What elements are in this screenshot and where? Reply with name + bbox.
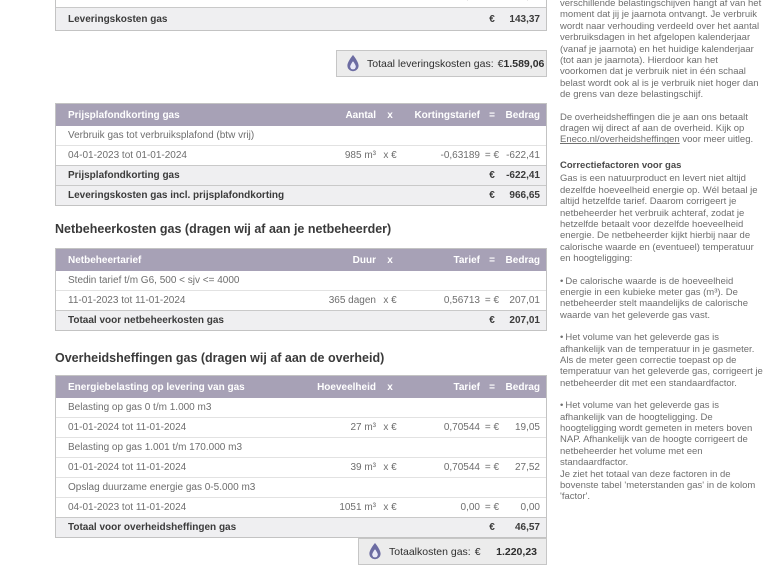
row-amount: -622,41: [506, 150, 540, 161]
table-header: [56, 249, 546, 271]
header-equals: =: [489, 109, 495, 121]
netbeheerkosten-gas-table: [55, 248, 547, 331]
gas-flame-icon: [346, 55, 360, 72]
total-amount: 46,57: [514, 522, 540, 533]
row-tariff: 0,56713: [443, 295, 480, 306]
euro-sign: €: [489, 170, 495, 181]
row-amount: [504, 0, 540, 2]
row-tariff: 0,70544: [443, 422, 480, 433]
euro-sign: €: [489, 315, 495, 326]
table-row: [56, 290, 546, 310]
header-title: Prijsplafondkorting gas: [68, 109, 180, 121]
row-quantity: 27 m³: [350, 422, 376, 433]
total-box-label: Totaalkosten gas:: [389, 545, 471, 558]
row-amount: 207,01: [509, 295, 540, 306]
row-equals-euro: = €: [484, 462, 500, 473]
row-multiply-euro: x €: [383, 462, 397, 473]
header-equals: =: [489, 381, 495, 393]
table-header: [56, 104, 546, 126]
row-multiply-euro: x €: [383, 150, 397, 161]
row-tariff: 0,70544: [443, 462, 480, 473]
table-total-row: [56, 310, 546, 330]
total-amount: 966,65: [509, 190, 540, 201]
row-period: 04-01-2023 tot 01-01-2024: [68, 150, 187, 161]
total-amount: 207,01: [509, 315, 540, 326]
row-amount: 19,05: [514, 422, 540, 433]
table-row: [56, 0, 546, 7]
euro-sign: €: [489, 190, 495, 201]
total-amount: 143,37: [509, 13, 540, 25]
header-x: x: [387, 109, 393, 121]
header-tarief: Tarief: [453, 254, 480, 266]
row-period: [68, 0, 286, 2]
table-total-row: [56, 165, 546, 185]
row-quantity: 1051 m³: [339, 502, 376, 513]
prijsplafondkorting-gas-table: [55, 103, 547, 206]
header-tarief: Tarief: [453, 381, 480, 393]
note-text: De calorische waarde is de hoeveelheid energie in een kubieke meter gas (m³). De netbeheerder stelt maandelijks de calorische waarde van het geleverde gas vast.: [560, 275, 748, 321]
row-equals-euro: = €: [484, 150, 500, 161]
table-row: [56, 437, 546, 457]
table-row: [56, 497, 546, 517]
header-bedrag: Bedrag: [505, 109, 540, 121]
row-period: 11-01-2023 tot 11-01-2024: [68, 295, 186, 306]
row-tariff: -0,63189: [440, 150, 480, 161]
table-total-row: [56, 7, 546, 30]
bullet-icon: •: [560, 275, 564, 287]
row-quantity: 985 m³: [344, 150, 376, 161]
table-row: [56, 126, 546, 145]
row-equals-euro: = €: [484, 422, 500, 433]
header-title: Netbeheertarief: [68, 254, 142, 266]
row-amount: 27,52: [514, 462, 540, 473]
euro-sign: €: [497, 57, 504, 70]
note-paragraph-overheidsheffingen: [560, 112, 763, 146]
row-quantity: [286, 0, 376, 2]
row-period: 04-01-2023 tot 11-01-2024: [68, 502, 187, 513]
row-desc: Belasting op gas 0 t/m 1.000 m3: [68, 402, 212, 413]
overheidsheffingen-gas-table: [55, 375, 547, 538]
note-text: Je ziet het totaal van deze factoren in de bovenste tabel 'meterstanden gas' in de kolom 'factor'.: [560, 468, 756, 503]
note-bullet-temperatuur: [560, 332, 763, 389]
row-quantity: 365 dagen: [328, 295, 376, 306]
euro-sign: €: [489, 13, 495, 25]
row-desc: Opslag duurzame energie gas 0-5.000 m3: [68, 482, 256, 493]
row-tariff: 0,00: [460, 502, 480, 513]
table-total-row: [56, 185, 546, 205]
table-row: [56, 417, 546, 437]
table-row: [56, 398, 546, 417]
total-kosten-gas-box: [358, 538, 547, 565]
euro-sign: €: [489, 522, 495, 533]
header-bedrag: Bedrag: [505, 254, 540, 266]
total-label: Prijsplafondkorting gas: [68, 170, 180, 181]
header-x: x: [387, 254, 393, 266]
bullet-icon: •: [560, 332, 564, 344]
header-equals: =: [489, 254, 495, 266]
note-paragraph-belastingschijven: verschillende belastingschijven hangt af van het moment dat jij je jaarnota ontvangt. Je verbruik wordt naar verhouding verdeeld over het aantal verbruiksdagen in het afgelopen kalenderjaar (vanaf je jaarnota) en het huidige kalenderjaar (tot aan je jaarnota). Hierdoor kan het voorkomen dat je verbruik niet in één schaal belast wordt ook al is je verbruik niet hoger dan de grens van deze belastingschijf.: [560, 0, 762, 101]
row-quantity: 39 m³: [350, 462, 376, 473]
header-aantal: Aantal: [345, 109, 376, 121]
row-multiply-euro: x €: [383, 295, 397, 306]
overheidsheffingen-link[interactable]: Eneco.nl/overheidsheffingen: [560, 134, 680, 146]
total-box-amount: 1.589,06: [503, 57, 545, 70]
header-kortingstarief: Kortingstarief: [414, 109, 480, 121]
total-label: Totaal voor netbeheerkosten gas: [68, 315, 224, 326]
table-row: [56, 271, 546, 290]
row-desc: Belasting op gas 1.001 t/m 170.000 m3: [68, 442, 243, 453]
row-desc: Stedin tarief t/m G6, 500 < sjv <= 4000: [68, 275, 240, 286]
row-multiply-euro: [376, 0, 404, 2]
row-equals-euro: = €: [484, 502, 500, 513]
note-paragraph-correctiefactoren: Gas is een natuurproduct en levert niet altijd dezelfde hoeveelheid energie op. Wél betaal je altijd hetzelfde tarief. Daarom corrigeert je netbeheerder het verbruik achteraf, zodat je hetzelfde betaalt voor dezelfde hoeveelheid energie. De netbeheerder kijkt hierbij naar de calorische waarde en (eventueel) temperatuur en hoogteligging:: [560, 173, 758, 265]
section-heading-overheidsheffingen: Overheidsheffingen gas (dragen wij af aan de overheid): [55, 351, 385, 365]
row-period: 01-01-2024 tot 11-01-2024: [68, 462, 187, 473]
note-heading-correctiefactoren: Correctiefactoren voor gas: [560, 159, 682, 171]
row-equals-euro: = €: [484, 295, 500, 306]
note-text: Het volume van het geleverde gas is afhankelijk van de hoogteligging. De hoogteligging wordt gemeten in meters boven NAP. Afhankelijk van de hoogte corrigeert de netbeheerder het volume met een standaardfactor.: [560, 400, 753, 469]
row-multiply-euro: x €: [383, 422, 397, 433]
row-desc: Verbruik gas tot verbruiksplafond (btw vrij): [68, 130, 255, 141]
bullet-icon: •: [560, 400, 564, 412]
table-row: [56, 457, 546, 477]
table-row: [56, 477, 546, 497]
total-box-amount: 1.220,23: [496, 545, 537, 558]
table-header: [56, 376, 546, 398]
table-total-row: [56, 517, 546, 537]
header-x: x: [387, 381, 393, 393]
note-text: Het volume van het geleverde gas is afhankelijk van de temperatuur in je gasmeter. Als de meter geen correctie toepast op de temperatuur van het geleverde gas, corrigeert je netbeheerder dit met een standaardfactor.: [560, 332, 763, 389]
total-box-label: Totaal leveringskosten gas:: [367, 57, 494, 70]
note-bullet-calorische-waarde: [560, 276, 763, 322]
row-tariff: [404, 0, 480, 2]
header-bedrag: Bedrag: [505, 381, 540, 393]
section-heading-netbeheerkosten: Netbeheerkosten gas (dragen wij af aan je netbeheerder): [55, 222, 392, 236]
total-label: Leveringskosten gas: [68, 13, 168, 25]
euro-sign: €: [474, 545, 481, 558]
note-bullet-hoogteligging: [560, 400, 763, 503]
note-text: De overheidsheffingen die je aan ons betaalt dragen wij direct af aan de overheid. Kijk op: [560, 111, 748, 135]
header-duur: Duur: [352, 254, 376, 266]
header-hoeveelheid: Hoeveelheid: [317, 381, 376, 393]
explanatory-notes-column: [560, 0, 763, 514]
row-period: 01-01-2024 tot 11-01-2024: [68, 422, 187, 433]
total-leveringskosten-box: [336, 50, 547, 77]
gas-flame-icon: [368, 543, 382, 560]
row-amount: 0,00: [520, 502, 540, 513]
table-row: [56, 145, 546, 165]
total-label: Totaal voor overheidsheffingen gas: [68, 522, 237, 533]
leveringskosten-gas-table: [55, 0, 547, 31]
total-amount: -622,41: [506, 170, 540, 181]
note-text: voor meer uitleg.: [679, 134, 754, 146]
total-label: Leveringskosten gas incl. prijsplafondkorting: [68, 190, 285, 201]
row-multiply-euro: x €: [383, 502, 397, 513]
header-title: Energiebelasting op levering van gas: [68, 381, 245, 393]
row-equals-euro: [480, 0, 504, 2]
